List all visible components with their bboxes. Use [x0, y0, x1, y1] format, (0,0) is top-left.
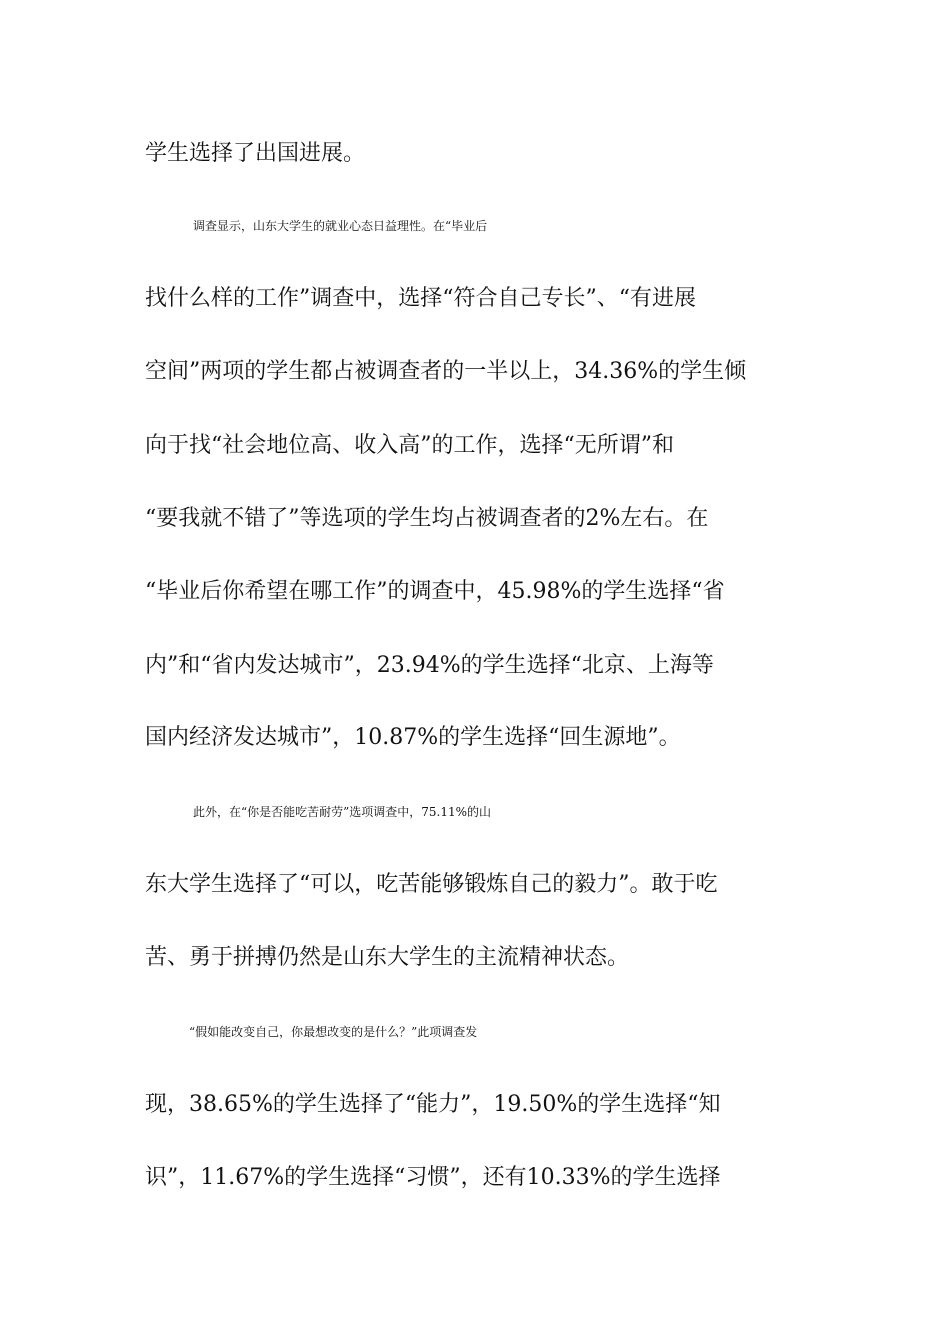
- text-line: 向于找“社会地位高、收入高”的工作，选择“无所谓”和: [145, 433, 674, 458]
- text-line: 现，38.65%的学生选择了“能力”，19.50%的学生选择“知: [145, 1092, 721, 1117]
- text-line: 东大学生选择了“可以，吃苦能够锻炼自己的毅力”。敢于吃: [145, 872, 718, 897]
- text-line: 此外，在“你是否能吃苦耐劳”选项调查中，75.11%的山: [193, 805, 492, 819]
- text-line: 找什么样的工作”调查中，选择“符合自己专长”、“有进展: [145, 286, 696, 311]
- text-line: 苦、勇于拼搏仍然是山东大学生的主流精神状态。: [145, 945, 630, 970]
- text-line: 国内经济发达城市”，10.87%的学生选择“回生源地”。: [145, 725, 681, 750]
- text-line: 空间”两项的学生都占被调查者的一半以上，34.36%的学生倾: [145, 359, 747, 384]
- text-line: “假如能改变自己，你最想改变的是什么？”此项调查发: [189, 1025, 478, 1039]
- text-line: 识”，11.67%的学生选择“习惯”，还有10.33%的学生选择: [145, 1165, 721, 1190]
- text-line: 调查显示，山东大学生的就业心态日益理性。在“毕业后: [193, 219, 488, 233]
- text-line: “毕业后你希望在哪工作”的调查中，45.98%的学生选择“省: [145, 579, 725, 604]
- text-line: “要我就不错了”等选项的学生均占被调查者的2%左右。在: [145, 506, 709, 531]
- text-line: 学生选择了出国进展。: [145, 141, 366, 166]
- text-line: 内”和“省内发达城市”，23.94%的学生选择“北京、上海等: [145, 653, 714, 678]
